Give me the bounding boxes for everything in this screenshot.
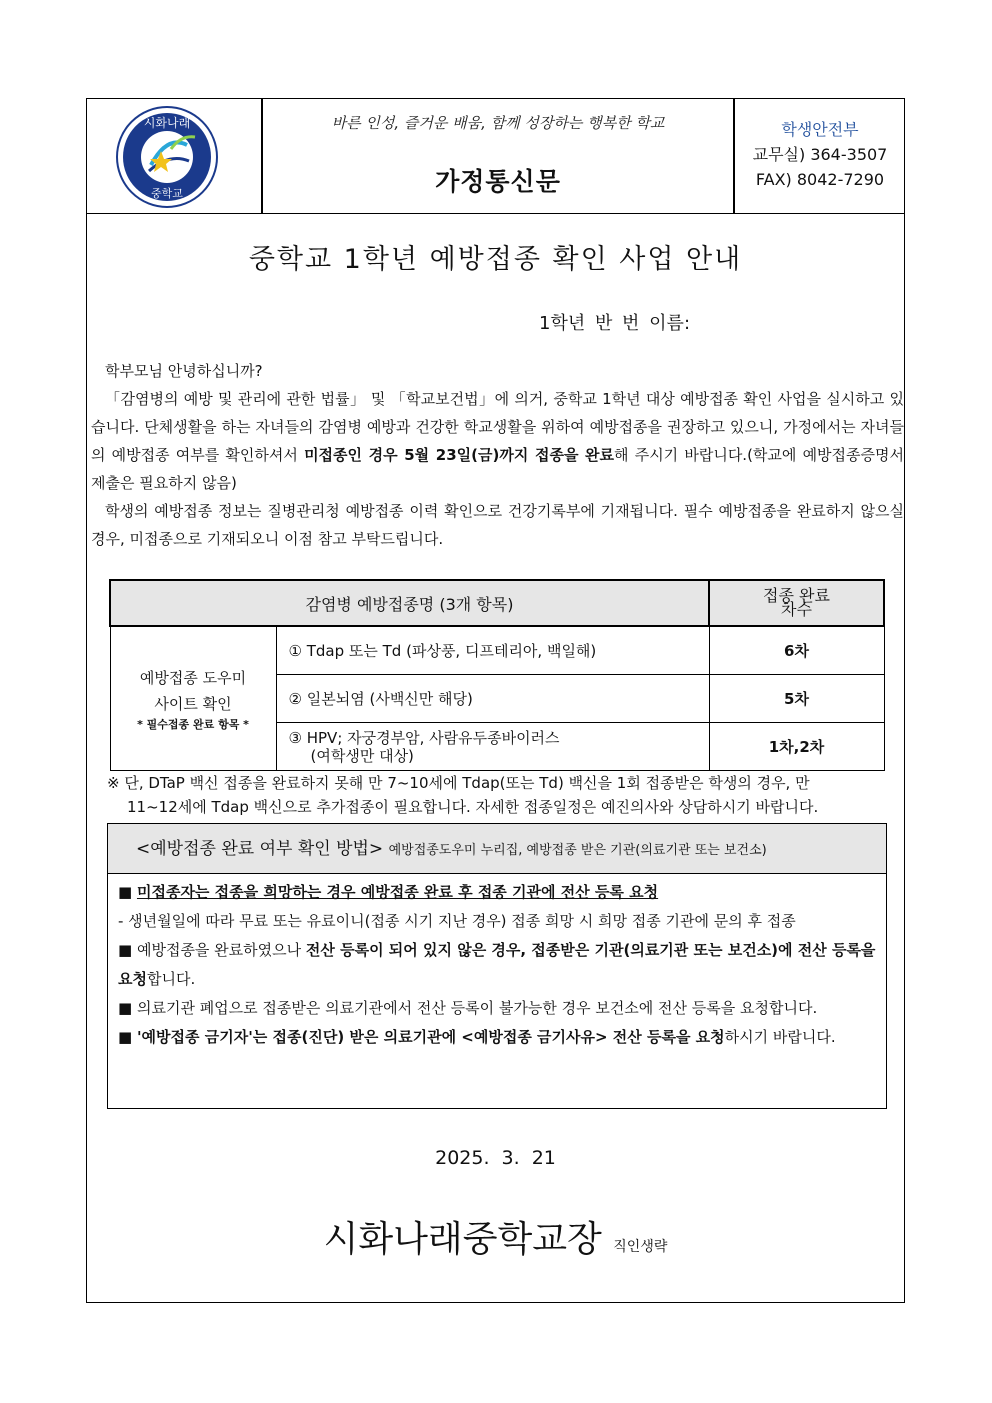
- greeting: 학부모님 안녕하십니까?: [105, 362, 263, 380]
- method-heading-sub: 예방접종도우미 누리집, 예방접종 받은 기관(의료기관 또는 보건소): [388, 843, 767, 858]
- group-note: * 필수접종 완료 항목 *: [137, 717, 249, 731]
- issue-date: 2025. 3. 21: [435, 1147, 556, 1169]
- vaccine-name: 일본뇌염: [306, 690, 365, 708]
- vaccination-table: [109, 579, 885, 771]
- vaccine-item: [276, 675, 709, 723]
- dose-count: 5차: [709, 675, 884, 723]
- signature-line: [87, 1211, 904, 1262]
- dose-count: 1차,2차: [709, 723, 884, 771]
- vaccine-name: HPV; 자궁경부암, 사람유두종바이러스: [306, 728, 560, 747]
- bullet-icon: ■: [118, 999, 133, 1017]
- method-heading-bar: [108, 824, 886, 874]
- page-title: 중학교 1학년 예방접종 확인 사업 안내: [248, 244, 743, 275]
- office-phone: 교무실) 364-3507: [752, 145, 888, 164]
- list-item: [118, 994, 878, 1023]
- item-text: 합니다.: [146, 970, 196, 988]
- student-info-line: 1학년 반 번 이름:: [539, 313, 691, 334]
- vaccine-item: [276, 626, 709, 675]
- dose-count: 6차: [709, 626, 884, 675]
- document-frame: [86, 98, 905, 1303]
- logo-text-bottom: 중학교: [151, 187, 183, 200]
- table-header-row: [110, 580, 884, 626]
- item-text: 의료기관 폐업으로 접종받은 의료기관에서 전산 등록이 불가능한 경우 보건소에 전산 등록을 요청합니다.: [136, 999, 818, 1017]
- list-item: - 생년월일에 따라 무료 또는 유료이니(접종 시기 지난 경우) 접종 희망 시 희망 접종 기관에 문의 후 접종: [118, 912, 796, 930]
- vaccine-name: Tdap 또는 Td: [306, 642, 402, 660]
- school-emblem-icon: [111, 105, 237, 209]
- item-text: 미접종자는 접종을 희망하는 경우 예방접종 완료 후 접종 기관에 전산 등록 요청: [136, 883, 659, 901]
- list-item: [118, 878, 878, 907]
- item-text: 하시기 바랍니다.: [724, 1028, 836, 1046]
- school-motto: 바른 인성, 즐거운 배움, 함께 성장하는 행복한 학교: [331, 114, 665, 132]
- item-text-bold: 전산 등록이 되어 있지 않은 경우, 접종받은 기관(의료기관 또는 보건소)에 전산 등록을 요청: [118, 941, 876, 988]
- school-logo: [87, 99, 261, 213]
- vaccine-detail: (파상풍, 디프테리아, 백일해): [401, 642, 597, 660]
- verification-method-box: [107, 823, 887, 1109]
- paragraph-2: 학생의 예방접종 정보는 질병관리청 예방접종 이력 확인으로 건강기록부에 기재됩니다. 필수 예방접종을 완료하지 않으실 경우, 미접종으로 기재되오니 이점 참고 부탁드립니다.: [91, 502, 904, 548]
- list-item: [118, 1023, 878, 1052]
- footnote-line-1: ※ 단, DTaP 백신 접종을 완료하지 못해 만 7~10세에 Tdap(또는 Td) 백신을 1회 접종받은 학생의 경우, 만: [107, 774, 810, 792]
- vaccine-detail: (사백신만 해당): [364, 690, 473, 708]
- letter-body: [91, 357, 904, 553]
- bullet-icon: ■: [118, 1028, 133, 1046]
- item-number: ②: [288, 690, 302, 708]
- seal-omitted-note: 직인생략: [613, 1239, 668, 1255]
- table-row: [110, 626, 884, 675]
- logo-text-top: 시화나래: [143, 116, 191, 130]
- method-list: [108, 874, 886, 1052]
- paragraph-1-text: 「감염병의 예방 및 관리에 관한 법률」 및 「학교보건법」에 의거, 중학교 1학년 대상 예방접종 확인 사업을 실시하고 있습니다. 단체생활을 하는 자녀들의 감염병 예방과 건강한 학교생활을 위하여 예방접종을 권장하고 있으니, 가정에서는 자녀들의 예방접종 여부를 확인하셔서: [91, 390, 904, 464]
- paragraph-1-tail: 해 주시기 바랍니다.(학교에 예방접종증명서 제출은 필요하지 않음): [91, 446, 904, 492]
- item-number: ③: [288, 728, 302, 747]
- item-number: ①: [288, 642, 302, 660]
- group-cell: [110, 626, 276, 771]
- vaccine-item: [276, 723, 709, 771]
- header-dose-count-line2: 차수: [781, 600, 812, 619]
- footnote: [107, 771, 903, 819]
- footnote-line-2: 11~12세에 Tdap 백신으로 추가접종이 필요합니다. 자세한 접종일정은 예진의사와 상담하시기 바랍니다.: [127, 798, 819, 816]
- header-dose-count-line1: 접종 완료: [763, 586, 830, 605]
- group-label-line2: 사이트 확인: [154, 694, 232, 713]
- department-name: 학생안전부: [781, 120, 859, 139]
- bullet-icon: ■: [118, 883, 133, 901]
- paragraph-1: [91, 385, 904, 497]
- newsletter-title: 가정통신문: [435, 167, 561, 196]
- bullet-icon: ■: [118, 941, 133, 959]
- header-dose-count: [709, 580, 884, 626]
- header-vaccine-name: 감염병 예방접종명 (3개 항목): [110, 580, 709, 626]
- item-text: 예방접종을 완료하였으나: [136, 941, 306, 959]
- item-text-bold: '예방접종 금기자'는 접종(진단) 받은 의료기관에 <예방접종 금기사유> 전산 등록을 요청: [136, 1028, 725, 1046]
- principal-signature: 시화나래중학교장: [323, 1219, 602, 1260]
- list-item: [118, 936, 878, 994]
- deadline-highlight: 미접종인 경우 5월 23일(금)까지 접종을 완료: [304, 446, 615, 464]
- letterhead: [87, 99, 904, 214]
- contact-block: [735, 117, 905, 192]
- fax-number: FAX) 8042-7290: [755, 170, 885, 189]
- method-heading: <예방접종 완료 여부 확인 방법>: [136, 839, 384, 859]
- vaccine-detail: (여학생만 대상): [310, 746, 414, 765]
- group-label-line1: 예방접종 도우미: [139, 668, 247, 687]
